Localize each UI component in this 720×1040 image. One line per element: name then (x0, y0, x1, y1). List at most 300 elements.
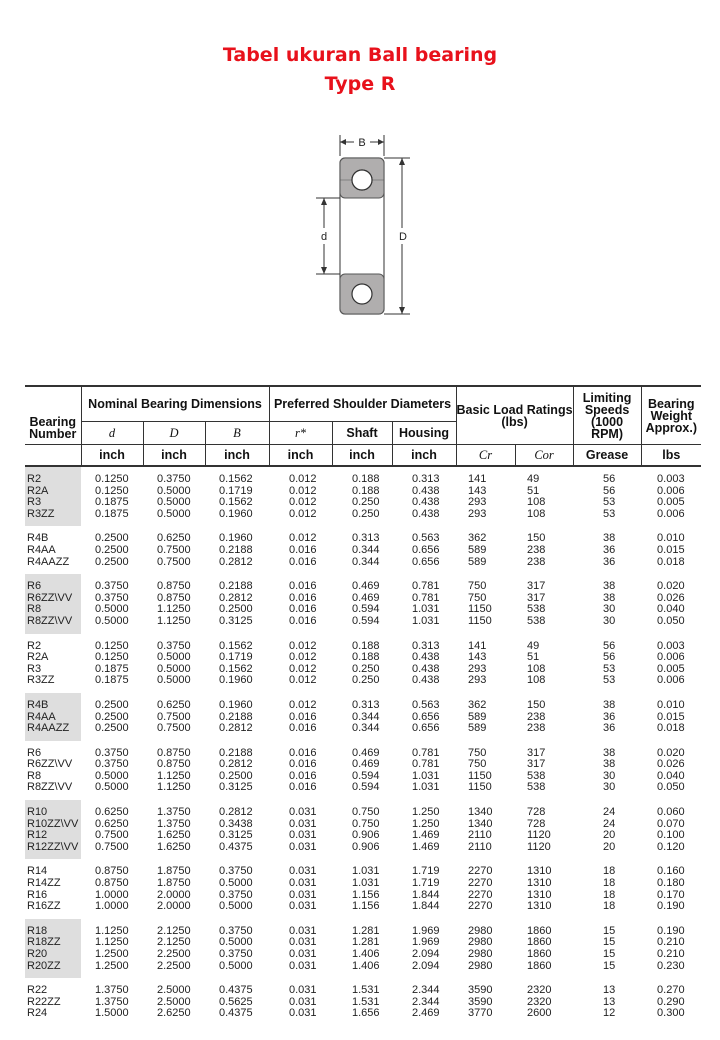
table-cell (143, 526, 205, 574)
table-cell (25, 859, 81, 918)
table-cell (332, 526, 392, 574)
table-cell (143, 978, 205, 1026)
table-cell (143, 859, 205, 918)
cell-value: 0.016 (289, 758, 317, 771)
cell-value: 0.344 (352, 543, 380, 556)
cell-value: 0.5000 (219, 936, 253, 949)
cell-value: 750 (468, 591, 487, 604)
cell-value: 0.160 (657, 865, 685, 878)
cell-value: 0.5000 (219, 877, 253, 890)
table-cell (81, 574, 143, 633)
cell-value: 0.031 (289, 924, 317, 937)
cell-value: 1.031 (352, 877, 380, 890)
table-cell (573, 526, 641, 574)
cell-value: R3ZZ (27, 674, 55, 687)
cell-value: 13 (603, 984, 616, 997)
header-D: D (143, 422, 205, 445)
table-cell (456, 526, 515, 574)
cell-value: 1.1250 (157, 769, 191, 782)
cell-value: 1.719 (412, 865, 440, 878)
cell-value: R18 (27, 924, 48, 937)
cell-value: 0.344 (352, 710, 380, 723)
cell-value: 1.6250 (157, 829, 191, 842)
cell-value: 0.2812 (219, 722, 253, 735)
cell-value: 728 (527, 806, 546, 819)
cell-value: 18 (603, 865, 616, 878)
cell-value: 0.750 (352, 806, 380, 819)
table-cell (25, 741, 81, 800)
cell-value: 0.188 (352, 651, 380, 664)
cell-value: 150 (527, 532, 546, 545)
cell-value: 0.656 (412, 543, 440, 556)
cell-value: 0.012 (289, 484, 317, 497)
cell-value: 0.2812 (219, 591, 253, 604)
cell-value: 53 (603, 674, 616, 687)
cell-value: 0.5000 (95, 781, 129, 794)
cell-value: 750 (468, 746, 487, 759)
table-cell (143, 741, 205, 800)
cell-value: R2 (27, 473, 42, 485)
table-cell (392, 693, 456, 741)
cell-value: 30 (603, 614, 616, 627)
cell-value: 589 (468, 555, 487, 568)
table-cell (269, 859, 332, 918)
label-d-outer: D (399, 231, 407, 243)
table-cell (81, 800, 143, 859)
cell-value: 1.3750 (95, 995, 129, 1008)
cell-value: 1.844 (412, 888, 440, 901)
table-cell (143, 634, 205, 693)
table-cell (81, 634, 143, 693)
cell-value: 0.5000 (157, 651, 191, 664)
table-cell (81, 919, 143, 978)
cell-value: 0.469 (352, 591, 380, 604)
cell-value: 538 (527, 603, 546, 616)
table-cell (205, 859, 269, 918)
cell-value: R16 (27, 888, 48, 901)
table-cell (392, 741, 456, 800)
cell-value: 238 (527, 543, 546, 556)
cell-value: 0.016 (289, 543, 317, 556)
header-d: d (81, 422, 143, 445)
cell-value: 0.050 (657, 781, 685, 794)
table-cell (81, 859, 143, 918)
cell-value: 108 (527, 674, 546, 687)
cell-value: 1.531 (352, 984, 380, 997)
cell-value: 2270 (468, 888, 493, 901)
cell-value: 0.210 (657, 936, 685, 949)
cell-value: 0.3750 (219, 888, 253, 901)
table-cell (641, 859, 701, 918)
cell-value: 0.5000 (157, 662, 191, 675)
cell-value: 0.344 (352, 722, 380, 735)
table-row-group (25, 574, 701, 633)
cell-value: 0.2500 (95, 698, 129, 711)
table-cell (81, 693, 143, 741)
cell-value: 20 (603, 840, 616, 853)
cell-value: 2110 (468, 840, 492, 853)
table-cell (392, 859, 456, 918)
cell-value: 0.438 (412, 651, 440, 664)
header-speed: Limiting Speeds (1000 RPM) (573, 386, 641, 445)
cell-value: R16ZZ (27, 900, 61, 913)
cell-value: 750 (468, 758, 487, 771)
cell-value: 0.5000 (157, 674, 191, 687)
cell-value: 0.781 (412, 580, 440, 593)
cell-value: R2 (27, 639, 42, 652)
cell-value: 0.016 (289, 781, 317, 794)
cell-value: 0.438 (412, 484, 440, 497)
cell-value: 362 (468, 532, 487, 545)
table-row-group (25, 693, 701, 741)
cell-value: R10 (27, 806, 48, 819)
cell-value: 36 (603, 722, 616, 735)
cell-value: 0.012 (289, 507, 317, 520)
cell-value: 2270 (468, 900, 493, 913)
unit-d: inch (81, 445, 143, 467)
cell-value: 0.190 (657, 900, 685, 913)
cell-value: 1.3750 (157, 806, 191, 819)
table-row-group (25, 466, 701, 526)
cell-value: 0.180 (657, 877, 685, 890)
cell-value: 0.188 (352, 639, 380, 652)
cell-value: R20ZZ (27, 959, 61, 972)
cell-value: 2.5000 (157, 995, 191, 1008)
cell-value: 0.8750 (157, 758, 191, 771)
cell-value: 2.094 (412, 959, 440, 972)
cell-value: 1.469 (412, 829, 440, 842)
cell-value: 2.1250 (157, 924, 191, 937)
cell-value: 0.031 (289, 888, 317, 901)
cell-value: 1.2500 (95, 959, 129, 972)
table-cell (573, 574, 641, 633)
cell-value: 0.2500 (95, 722, 129, 735)
cell-value: 0.7500 (95, 829, 129, 842)
table-cell (81, 741, 143, 800)
cell-value: R22ZZ (27, 995, 61, 1008)
header-cr: Cr (456, 445, 515, 467)
cell-value: 0.188 (352, 484, 380, 497)
cell-value: 1.406 (352, 948, 380, 960)
cell-value: 1.156 (352, 900, 380, 913)
cell-value: 317 (527, 746, 546, 759)
cell-value: 0.230 (657, 959, 685, 972)
cell-value: 0.3750 (95, 746, 129, 759)
cell-value: 1.031 (352, 865, 380, 878)
table-cell (573, 634, 641, 693)
table-cell (641, 526, 701, 574)
table-cell (332, 978, 392, 1026)
cell-value: 362 (468, 698, 487, 711)
cell-value: 53 (603, 662, 616, 675)
cell-value: 0.6250 (157, 532, 191, 545)
cell-value: 0.1562 (219, 662, 253, 675)
cell-value: 0.031 (289, 900, 317, 913)
cell-value: R14ZZ (27, 877, 61, 890)
cell-value: 0.012 (289, 662, 317, 675)
cell-value: 0.1960 (219, 507, 253, 520)
cell-value: 0.8750 (157, 746, 191, 759)
table-cell (456, 574, 515, 633)
cell-value: 0.060 (657, 806, 685, 819)
cell-value: 0.006 (657, 651, 685, 664)
cell-value: 0.1562 (219, 639, 253, 652)
cell-value: 1.031 (412, 614, 440, 627)
cell-value: 538 (527, 781, 546, 794)
cell-value: 0.5000 (95, 603, 129, 616)
table-cell (332, 741, 392, 800)
cell-value: 0.5000 (95, 614, 129, 627)
table-cell (81, 526, 143, 574)
cell-value: 0.003 (657, 473, 685, 485)
table-cell (269, 526, 332, 574)
table-cell (515, 634, 573, 693)
cell-value: 538 (527, 769, 546, 782)
cell-value: 0.563 (412, 532, 440, 545)
table-cell (456, 978, 515, 1026)
cell-value: 0.5000 (157, 507, 191, 520)
cell-value: 1340 (468, 817, 493, 830)
cell-value: 0.344 (352, 555, 380, 568)
cell-value: 0.070 (657, 817, 685, 830)
table-cell (641, 634, 701, 693)
cell-value: 13 (603, 995, 616, 1008)
cell-value: 0.7500 (157, 555, 191, 568)
table-cell (269, 574, 332, 633)
cell-value: 0.6250 (95, 817, 129, 830)
table-cell (456, 741, 515, 800)
cell-value: 38 (603, 746, 616, 759)
cell-value: 0.012 (289, 698, 317, 711)
table-cell (143, 466, 205, 526)
cell-value: 0.1250 (95, 639, 129, 652)
cell-value: 0.031 (289, 995, 317, 1008)
cell-value: 0.781 (412, 591, 440, 604)
cell-value: 0.012 (289, 496, 317, 509)
table-cell (332, 800, 392, 859)
cell-value: 0.1875 (95, 674, 129, 687)
cell-value: 0.313 (352, 532, 380, 545)
cell-value: 2270 (468, 877, 493, 890)
cell-value: 36 (603, 543, 616, 556)
cell-value: 0.313 (412, 473, 440, 485)
cell-value: 2320 (527, 995, 552, 1008)
cell-value: 1.250 (412, 806, 440, 819)
cell-value: 1120 (527, 840, 551, 853)
cell-value: 2.344 (412, 984, 440, 997)
cell-value: 0.7500 (95, 840, 129, 853)
cell-value: 0.010 (657, 698, 685, 711)
cell-value: 0.594 (352, 614, 380, 627)
unit-housing: inch (392, 445, 456, 467)
cell-value: 24 (603, 806, 616, 819)
cell-value: 0.750 (352, 817, 380, 830)
cell-value: 0.016 (289, 555, 317, 568)
cell-value: 2270 (468, 865, 493, 878)
cell-value: 0.3750 (157, 639, 191, 652)
cell-value: 0.438 (412, 662, 440, 675)
cell-value: 0.016 (289, 580, 317, 593)
cell-value: 56 (603, 639, 616, 652)
cell-value: 0.594 (352, 769, 380, 782)
cell-value: 0.3125 (219, 829, 253, 842)
cell-value: 0.026 (657, 758, 685, 771)
cell-value: 0.012 (289, 473, 317, 485)
unit-weight: lbs (641, 445, 701, 467)
cell-value: 589 (468, 543, 487, 556)
cell-value: R6 (27, 746, 42, 759)
cell-value: 1.469 (412, 840, 440, 853)
table-cell (332, 466, 392, 526)
cell-value: 0.3750 (95, 758, 129, 771)
cell-value: 0.3750 (95, 580, 129, 593)
cell-value: 0.100 (657, 829, 685, 842)
cell-value: 0.2500 (95, 710, 129, 723)
cell-value: 38 (603, 580, 616, 593)
cell-value: 0.4375 (219, 840, 253, 853)
cell-value: 0.5000 (219, 900, 253, 913)
table-cell (641, 978, 701, 1026)
cell-value: 0.4375 (219, 984, 253, 997)
cell-value: 0.050 (657, 614, 685, 627)
cell-value: 56 (603, 473, 616, 485)
cell-value: 51 (527, 484, 540, 497)
table-cell (456, 466, 515, 526)
table-cell (81, 978, 143, 1026)
cell-value: 0.016 (289, 722, 317, 735)
cell-value: 2320 (527, 984, 552, 997)
cell-value: 15 (603, 936, 616, 949)
cell-value: 0.594 (352, 781, 380, 794)
table-cell (392, 526, 456, 574)
cell-value: 3770 (468, 1007, 493, 1020)
cell-value: 0.031 (289, 1007, 317, 1020)
table-cell (515, 741, 573, 800)
cell-value: 51 (527, 651, 540, 664)
cell-value: 18 (603, 900, 616, 913)
cell-value: 1.1250 (95, 936, 129, 949)
cell-value: 1860 (527, 924, 552, 937)
cell-value: 0.026 (657, 591, 685, 604)
cell-value: 0.003 (657, 639, 685, 652)
table-cell (332, 634, 392, 693)
table-cell (641, 466, 701, 526)
cell-value: R6ZZ\VV (27, 758, 73, 771)
cell-value: 1.8750 (157, 865, 191, 878)
cell-value: 0.1250 (95, 473, 129, 485)
cell-value: 141 (468, 639, 487, 652)
cell-value: 1310 (527, 877, 552, 890)
table-cell (25, 574, 81, 633)
cell-value: R24 (27, 1007, 48, 1020)
table-cell (515, 693, 573, 741)
table-cell (25, 526, 81, 574)
table-row-group (25, 741, 701, 800)
table-cell (573, 800, 641, 859)
cell-value: 0.120 (657, 840, 685, 853)
cell-value: 150 (527, 698, 546, 711)
cell-value: 0.1719 (219, 651, 253, 664)
table-row-group (25, 526, 701, 574)
unit-shaft: inch (332, 445, 392, 467)
cell-value: 1.406 (352, 959, 380, 972)
cell-value: 0.018 (657, 555, 685, 568)
cell-value: 0.8750 (157, 580, 191, 593)
unit-D: inch (143, 445, 205, 467)
cell-value: 0.469 (352, 580, 380, 593)
table-cell (25, 919, 81, 978)
table-row-group (25, 800, 701, 859)
table-cell (392, 978, 456, 1026)
table-cell (332, 859, 392, 918)
cell-value: 49 (527, 473, 540, 485)
cell-value: 0.015 (657, 710, 685, 723)
cell-value: 3590 (468, 984, 493, 997)
table-cell (515, 526, 573, 574)
cell-value: 56 (603, 651, 616, 664)
table-cell (456, 634, 515, 693)
bearing-table (25, 385, 701, 1026)
cell-value: 1.156 (352, 888, 380, 901)
cell-value: 0.6250 (95, 806, 129, 819)
table-cell (641, 919, 701, 978)
table-cell (456, 859, 515, 918)
table-cell (25, 978, 81, 1026)
cell-value: 0.1250 (95, 651, 129, 664)
cell-value: 750 (468, 580, 487, 593)
cell-value: 0.015 (657, 543, 685, 556)
cell-value: 0.8750 (157, 591, 191, 604)
table-cell (456, 693, 515, 741)
table-cell (205, 741, 269, 800)
cell-value: R8 (27, 603, 42, 616)
cell-value: 0.010 (657, 532, 685, 545)
cell-value: 238 (527, 722, 546, 735)
cell-value: 56 (603, 484, 616, 497)
cell-value: 0.250 (352, 496, 380, 509)
cell-value: 0.2812 (219, 758, 253, 771)
cell-value: 0.656 (412, 710, 440, 723)
cell-value: 0.2500 (95, 555, 129, 568)
cell-value: R8ZZ\VV (27, 614, 73, 627)
cell-value: 2980 (468, 936, 493, 949)
cell-value: 1.3750 (95, 984, 129, 997)
cell-value: 0.5625 (219, 995, 253, 1008)
cell-value: 1150 (468, 769, 492, 782)
cell-value: 0.5000 (157, 496, 191, 509)
bearing-diagram (300, 130, 420, 320)
cell-value: 2110 (468, 829, 492, 842)
table-cell (81, 466, 143, 526)
header-bearing-number: Bearing Number (25, 386, 81, 445)
cell-value: 0.012 (289, 639, 317, 652)
cell-value: 0.2188 (219, 543, 253, 556)
table-cell (641, 574, 701, 633)
cell-value: 0.040 (657, 603, 685, 616)
cell-value: 38 (603, 532, 616, 545)
table-cell (205, 634, 269, 693)
table-cell (392, 634, 456, 693)
cell-value: 36 (603, 710, 616, 723)
table-cell (205, 693, 269, 741)
cell-value: 15 (603, 948, 616, 960)
cell-value: 0.313 (352, 698, 380, 711)
cell-value: 317 (527, 591, 546, 604)
cell-value: R4AA (27, 710, 56, 723)
cell-value: 293 (468, 496, 487, 509)
table-cell (143, 800, 205, 859)
cell-value: 1150 (468, 603, 492, 616)
